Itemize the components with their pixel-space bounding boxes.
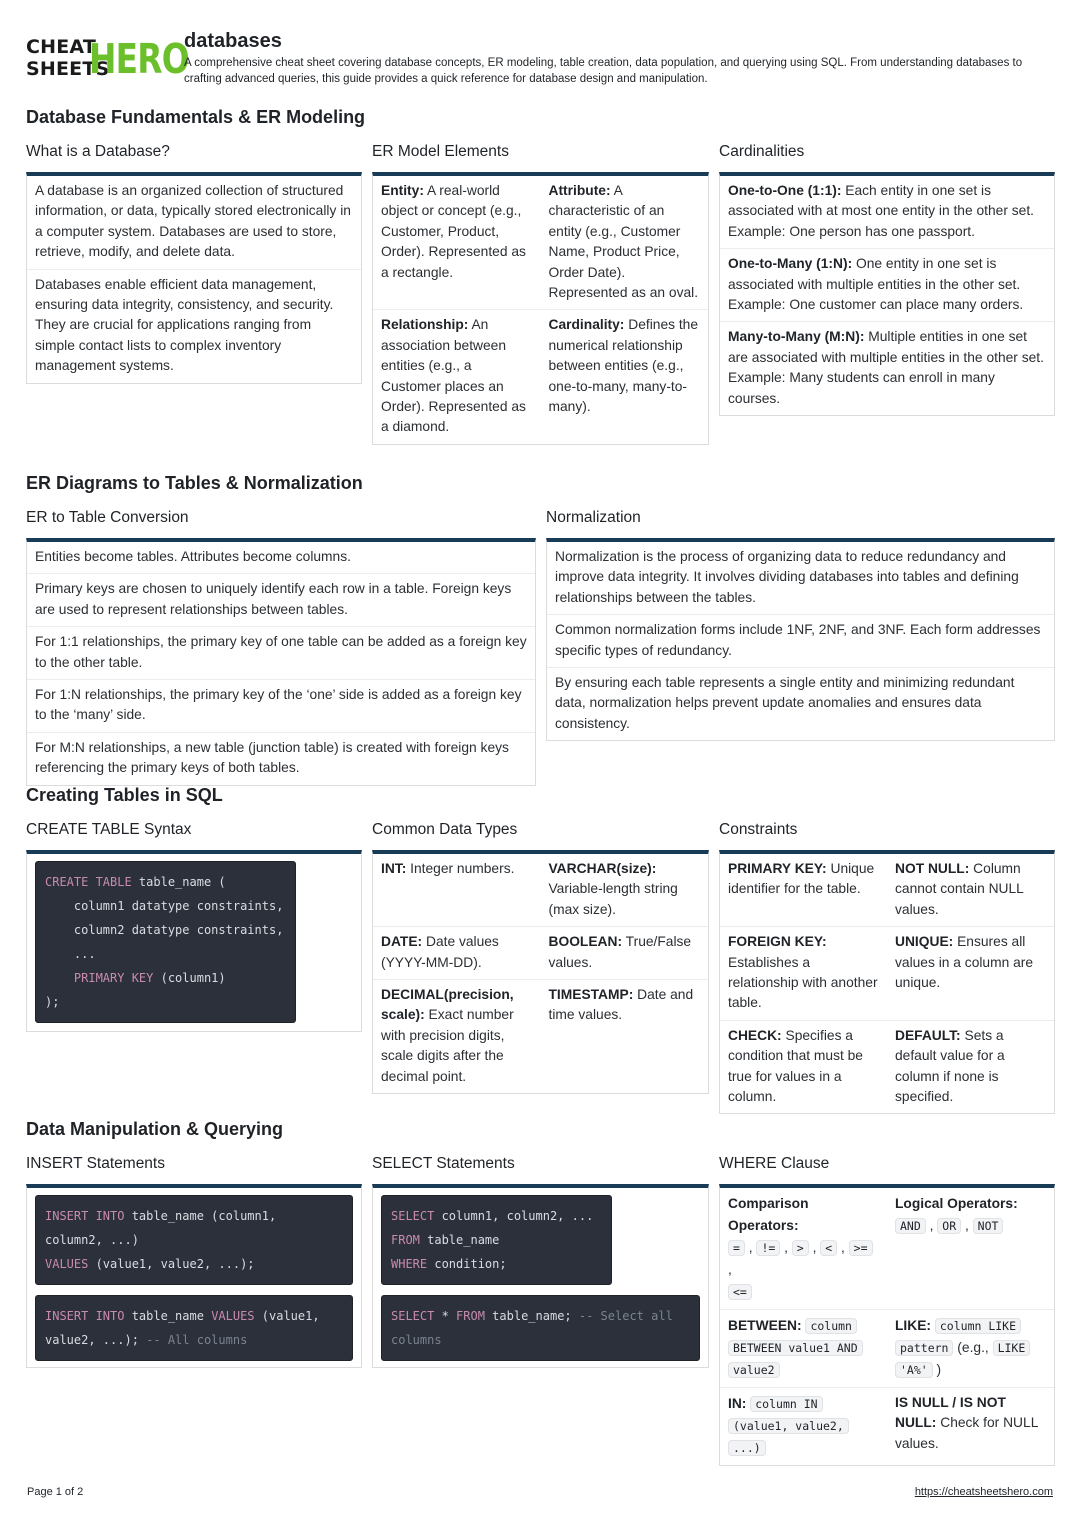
card-where <box>719 1184 1055 1466</box>
card-row: By ensuring each table represents a single entity and minimizing redundant data, normalization helps prevent update anomalies and ensures data consistency. <box>555 675 1015 731</box>
code-block: INSERT INTO table_name VALUES (value1, value2, ...); -- All columns <box>35 1295 353 1361</box>
card-title: What is a Database? <box>26 143 170 160</box>
grid-cell: FOREIGN KEY: Establishes a relationship with another table. <box>728 934 878 1011</box>
card-title: Common Data Types <box>372 821 518 838</box>
card-row: Normalization is the process of organizing data to reduce redundancy and improve data integrity. It involves dividing databases into tables and defining relationships between the tables. <box>547 542 1054 615</box>
page-header <box>26 30 1056 90</box>
grid-cell: Comparison Operators: = , != , > , < , >= , <= <box>720 1188 887 1309</box>
card-row: A database is an organized collection of structured information, or data, typically stored electronically in a computer system. Databases are used to store, retrieve, modify, and delete data. <box>27 176 361 270</box>
grid-cell: IN: column IN (value1, value2, ...) <box>720 1388 887 1465</box>
grid-cell: Entity: A real-world object or concept (e.g., Customer, Product, Order). Represented as a rectangle. <box>381 183 526 280</box>
logo-hero-text: HERO <box>89 35 189 83</box>
code-block: SELECT * FROM table_name; -- Select all columns <box>381 1295 700 1361</box>
page-number: Page 1 of 2 <box>27 1486 84 1498</box>
grid-cell: VARCHAR(size): Variable-length string (max size). <box>548 861 678 917</box>
grid-cell: Cardinality: Defines the numerical relationship between entities (e.g., one-to-many, many-to-many). <box>548 317 699 415</box>
card-title: INSERT Statements <box>26 1155 165 1172</box>
card-data-types <box>372 850 709 1094</box>
card-title: ER to Table Conversion <box>26 509 189 526</box>
code-block: INSERT INTO table_name (column1, column2, ...) VALUES (value1, value2, ...); <box>35 1195 353 1285</box>
card-insert <box>26 1184 362 1368</box>
section-title: ER Diagrams to Tables & Normalization <box>26 473 363 493</box>
card-row: Many-to-Many (M:N): Multiple entities in one set are associated with multiple entities in the other set. Example: Many students can enroll in many courses. <box>728 329 1044 406</box>
section-title: Database Fundamentals & ER Modeling <box>26 107 366 127</box>
grid-cell: LIKE: column LIKE pattern (e.g., LIKE 'A%' ) <box>887 1310 1054 1387</box>
card-row: Entities become tables. Attributes become columns. <box>27 542 535 574</box>
grid-cell: BOOLEAN: True/False values. <box>548 934 692 970</box>
grid-cell: Relationship: An association between entities (e.g., a Customer places an Order). Represented as a diamond. <box>381 317 526 435</box>
card-title: CREATE TABLE Syntax <box>26 821 192 838</box>
grid-cell: DATE: Date values (YYYY-MM-DD). <box>381 934 499 970</box>
card-constraints <box>719 850 1055 1114</box>
card-row: One-to-One (1:1): Each entity in one set is associated with at most one entity in the other set. Example: One person has one passport. <box>720 176 1054 249</box>
page-subtitle: A comprehensive cheat sheet covering database concepts, ER modeling, table creation, data population, and querying using SQL. From understanding databases to crafting advanced queries, this guide provides a quick reference for database design and manipulation. <box>184 57 1023 85</box>
section-title: Creating Tables in SQL <box>26 785 223 805</box>
card-what-is-database <box>26 172 362 384</box>
card-er-to-table <box>26 538 536 786</box>
section-title: Data Manipulation & Querying <box>26 1119 284 1139</box>
card-create-table <box>26 850 362 1032</box>
cheatsheetshero-logo[interactable] <box>26 35 189 84</box>
grid-cell: Logical Operators: AND , OR , NOT <box>895 1196 1018 1233</box>
card-select <box>372 1184 709 1368</box>
card-row: One-to-Many (1:N): One entity in one set is associated with multiple entities in the other set. Example: One customer can place many orders. <box>720 249 1054 322</box>
card-title: ER Model Elements <box>372 143 509 160</box>
card-title: Normalization <box>546 509 641 526</box>
grid-cell: DECIMAL(precision, scale): Exact number with precision digits, scale digits after the decimal point. <box>381 987 514 1084</box>
card-row: Databases enable efficient data management, ensuring data integrity, consistency, and security. They are crucial for applications ranging from simple contact lists to complex inventory management systems. <box>35 276 334 374</box>
grid-cell: IS NULL / IS NOT NULL: Check for NULL values. <box>895 1395 1038 1451</box>
grid-cell: NOT NULL: Column cannot contain NULL values. <box>895 861 1024 917</box>
grid-cell: TIMESTAMP: Date and time values. <box>548 987 694 1023</box>
page-title: databases <box>184 30 282 52</box>
card-cardinalities <box>719 172 1055 416</box>
card-row: Common normalization forms include 1NF, 2NF, and 3NF. Each form addresses specific types of redundancy. <box>547 615 1054 668</box>
grid-cell: DEFAULT: Sets a default value for a column if none is specified. <box>895 1027 1005 1105</box>
grid-cell: UNIQUE: Ensures all values in a column are unique. <box>895 934 1034 991</box>
card-row: Primary keys are chosen to uniquely identify each row in a table. Foreign keys are used to represent relationships between tables. <box>27 574 535 627</box>
card-row: For 1:N relationships, the primary key of the ‘one’ side is added as a foreign key to the ‘many’ side. <box>27 680 535 733</box>
card-normalization <box>546 538 1055 741</box>
card-row: For 1:1 relationships, the primary key of one table can be added as a foreign key to the other table. <box>27 627 535 680</box>
grid-cell: INT: Integer numbers. <box>381 861 515 876</box>
card-title: SELECT Statements <box>372 1155 515 1172</box>
grid-cell: CHECK: Specifies a condition that must be true for values in a column. <box>728 1027 863 1105</box>
card-row: For M:N relationships, a new table (junction table) is created with foreign keys referencing the primary keys of both tables. <box>35 739 509 776</box>
logo-text: CHEAT SHEETS <box>26 36 110 80</box>
code-block: SELECT column1, column2, ... FROM table_name WHERE condition; <box>381 1195 612 1285</box>
grid-cell: PRIMARY KEY: Unique identifier for the table. <box>728 861 875 897</box>
card-title: WHERE Clause <box>719 1155 830 1172</box>
card-er-elements <box>372 172 709 445</box>
grid-cell: Attribute: A characteristic of an entity (e.g., Customer Name, Product Price, Order Date). Represented as an oval. <box>548 183 699 301</box>
footer-link[interactable]: https://cheatsheetshero.com <box>914 1486 1053 1498</box>
code-block: CREATE TABLE table_name ( column1 datatype constraints, column2 datatype constraints, ... PRIMARY KEY (column1) ); <box>35 861 296 1023</box>
card-title: Constraints <box>719 821 798 838</box>
card-title: Cardinalities <box>719 143 805 160</box>
grid-cell: BETWEEN: column BETWEEN value1 AND value2 <box>720 1310 887 1387</box>
